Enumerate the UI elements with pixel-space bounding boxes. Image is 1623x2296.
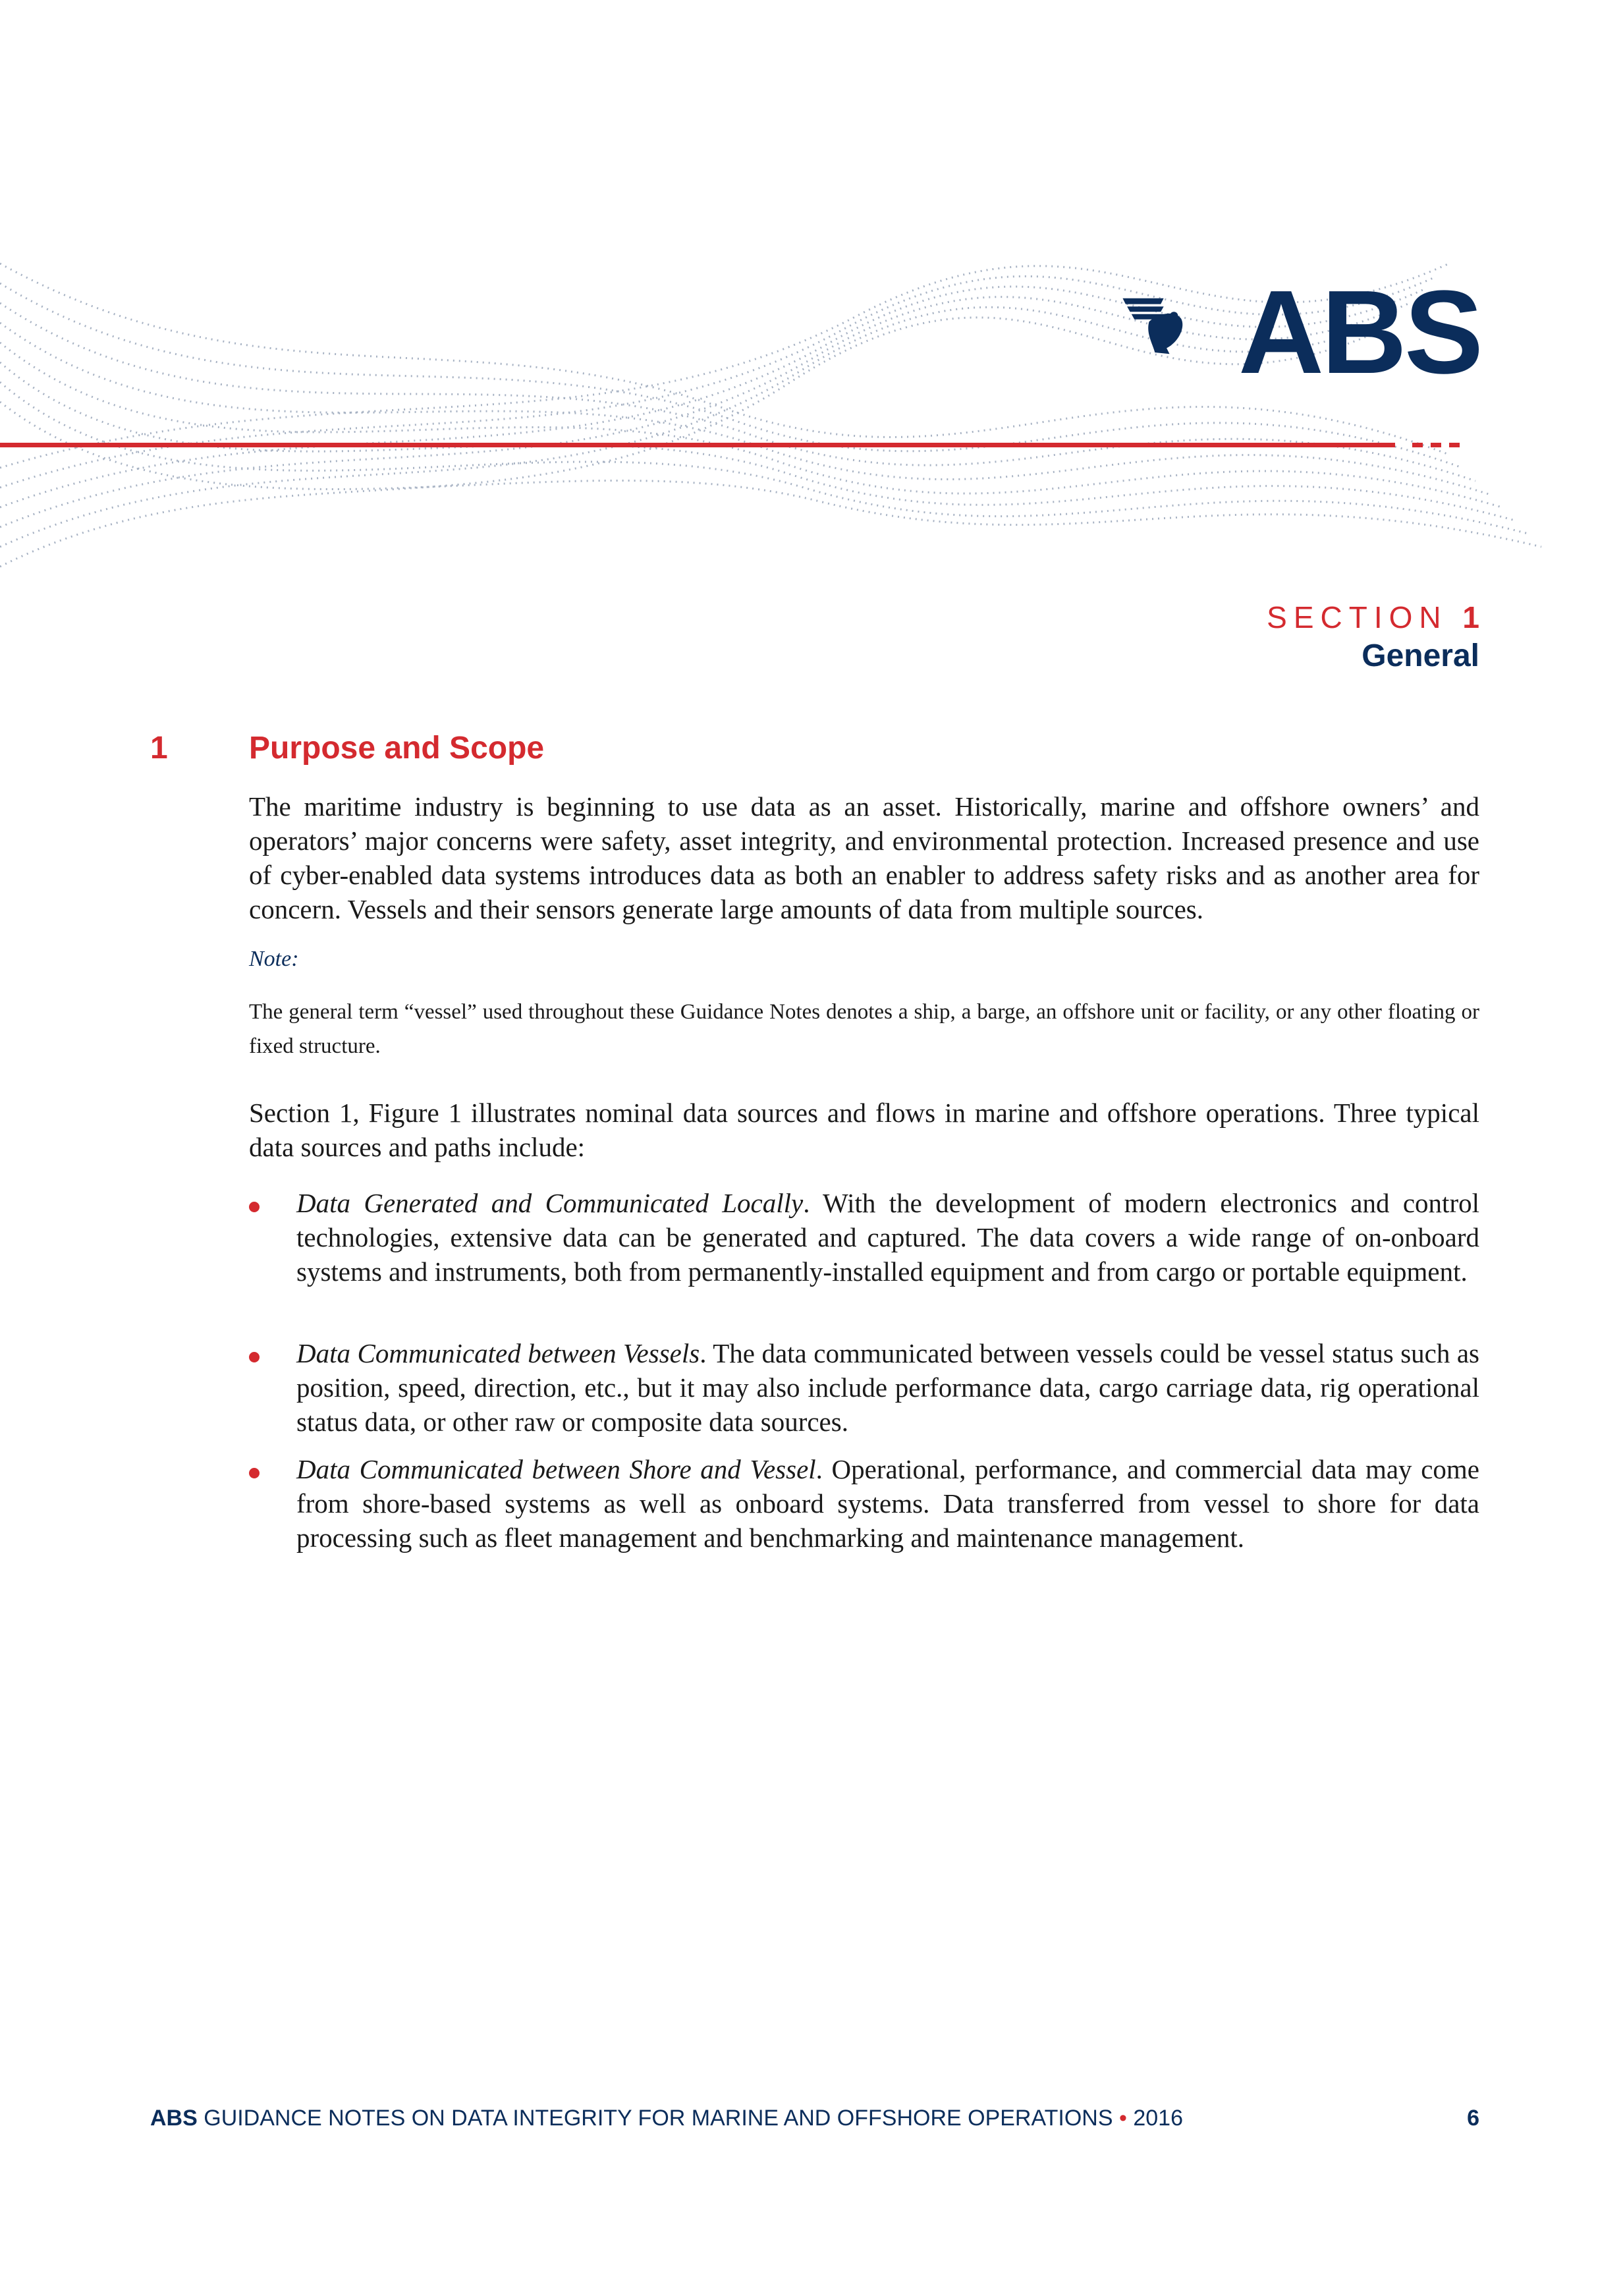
section-title: General [1362,638,1479,673]
paragraph-figure-ref: Section 1, Figure 1 illustrates nominal data sources and flows in marine and offshore operations. Three typical data sources and paths include: [249,1098,1479,1162]
page-footer [150,2106,1479,2131]
list-item-title: Data Communicated between Shore and Vessel [296,1454,816,1484]
list-item-text: . The data communicated between vessels could be vessel status such as position, speed, direction, etc., but it may also include performance data, cargo carriage data, rig operational status data, or other raw or composite data sources. [296,1338,1479,1437]
list-item [296,1186,1479,1289]
heading-number: 1 [150,731,168,766]
section-label-text: SECTION [1267,600,1448,634]
list-item-text: . With the development of modern electronics and control technologies, extensive data can be generated and captured. The data covers a wide range of on-onboard systems and instruments, both from permanently-installed equipment and from cargo or portable equipment. [296,1188,1479,1287]
footer-brand: ABS [150,2106,198,2131]
bullet-icon [249,1468,260,1478]
header-red-rule [0,443,1395,447]
page-number: 6 [1467,2106,1479,2131]
bullet-icon [249,1352,260,1362]
list-item-title: Data Generated and Communicated Locally [296,1188,804,1218]
note-label: Note: [249,947,299,971]
header-red-dash [1449,443,1460,447]
list-item-title: Data Communicated between Vessels [296,1338,700,1368]
footer-document-title: GUIDANCE NOTES ON DATA INTEGRITY FOR MARINE AND OFFSHORE OPERATIONS [204,2106,1113,2131]
list-item-text: . Operational, performance, and commercial data may come from shore-based systems as well as onboard systems. Data transferred from vessel to shore for data processing such as fleet management and benchmarking and maintenance management. [296,1454,1479,1553]
paragraph-intro: The maritime industry is beginning to use data as an asset. Historically, marine and offshore owners’ and operators’ major concerns were safety, asset integrity, and environmental protection. Increased presence and use of cyber-enabled data systems introduces data as both an enabler to address safety risks and as another area for concern. Vessels and their sensors generate large amounts of data from multiple sources. [249,791,1479,924]
note-text: The general term “vessel” used throughout these Guidance Notes denotes a ship, a barge, an offshore unit or facility, or any other floating or fixed structure. [249,1000,1479,1058]
list-item [296,1336,1479,1439]
header-red-dash [1412,443,1423,447]
section-label [1267,600,1479,635]
section-number: 1 [1462,600,1479,634]
header-red-dash [1431,443,1441,447]
bullet-icon [249,1202,260,1212]
abs-logo-text: ABS [1238,266,1481,399]
heading-title: Purpose and Scope [249,731,545,766]
footer-year: 2016 [1133,2106,1183,2131]
list-item [296,1452,1479,1555]
footer-title [150,2106,1183,2131]
footer-separator: • [1119,2106,1127,2131]
